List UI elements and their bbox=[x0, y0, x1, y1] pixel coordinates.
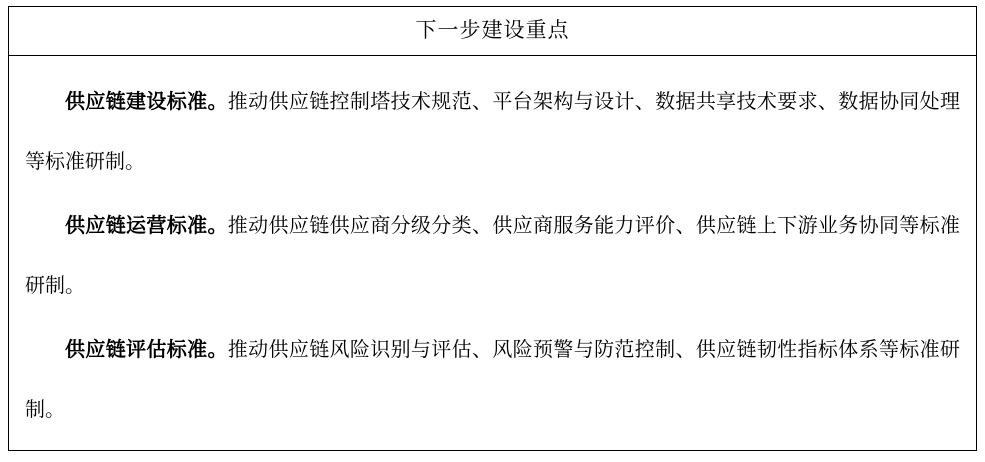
table-header-row bbox=[9, 7, 976, 56]
paragraph-3-text: 推动供应链风险识别与评估、风险预警与防范控制、供应链韧性指标体系等标准研制。 bbox=[25, 339, 961, 422]
paragraph-1 bbox=[25, 72, 960, 192]
page-title: 下一步建设重点 bbox=[415, 18, 570, 42]
paragraph-2 bbox=[25, 196, 960, 316]
paragraph-1-text: 推动供应链控制塔技术规范、平台架构与设计、数据共享技术要求、数据协同处理等标准研制。 bbox=[25, 91, 961, 174]
table-body-cell bbox=[9, 56, 976, 450]
paragraph-2-text: 推动供应链供应商分级分类、供应商服务能力评价、供应链上下游业务协同等标准研制。 bbox=[25, 215, 961, 298]
paragraph-3 bbox=[25, 320, 960, 440]
paragraph-3-lead: 供应链评估标准。 bbox=[65, 339, 228, 362]
paragraph-2-lead: 供应链运营标准。 bbox=[65, 215, 228, 238]
paragraph-1-lead: 供应链建设标准。 bbox=[65, 91, 228, 114]
content-table bbox=[8, 6, 977, 451]
